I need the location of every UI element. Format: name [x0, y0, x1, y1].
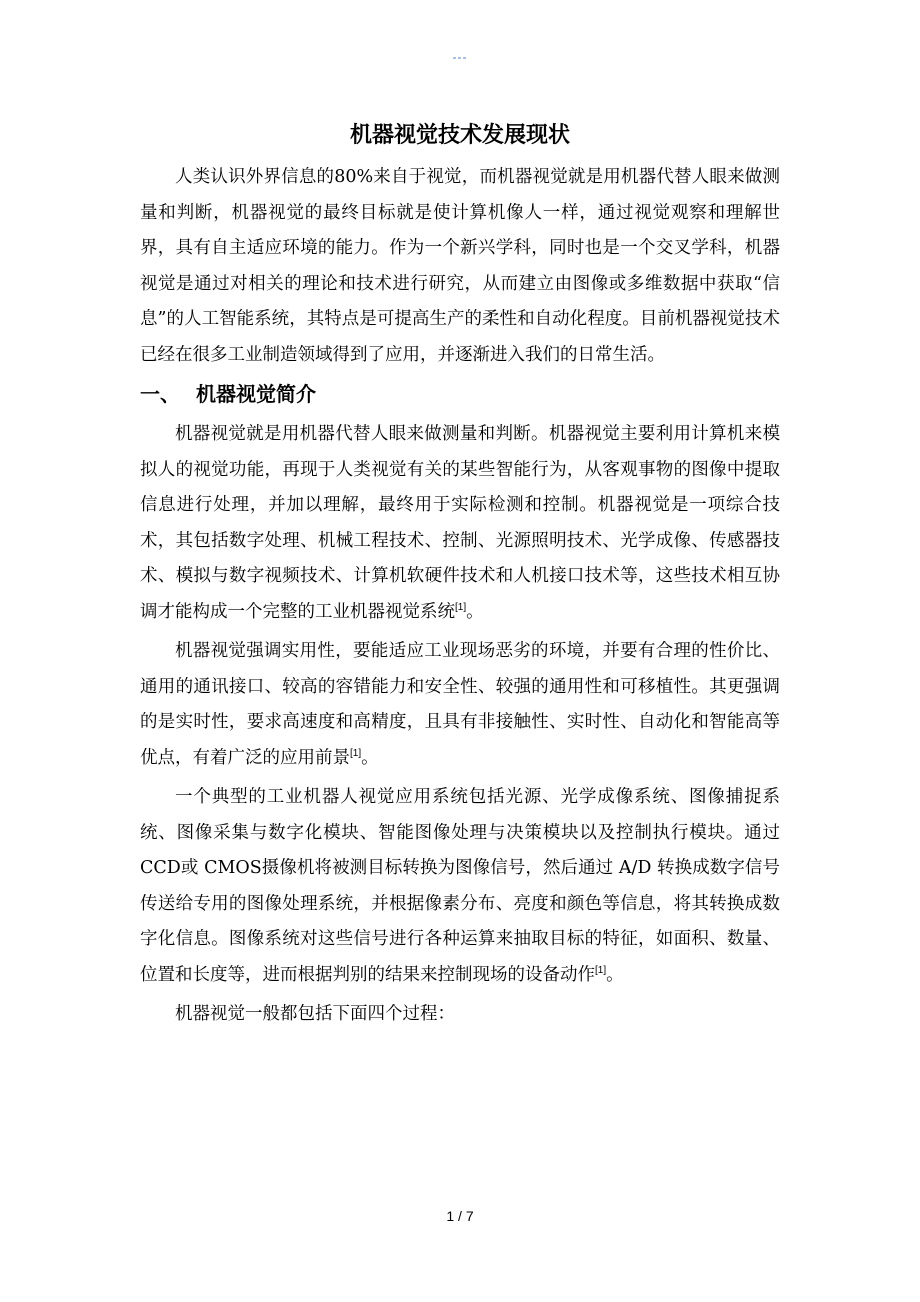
intro-paragraph: 人类认识外界信息的80%来自于视觉，而机器视觉就是用机器代替人眼来做测量和判断，机器视觉的最终目标就是使计算机像人一样，通过视觉观察和理解世界，具有自主适应环境的能力。作为一个新兴学科，同时也是一个交叉学科，机器视觉是通过对相关的理论和技术进行研究，从而建立由图像或多维数据中获取“信息”的人工智能系统，其特点是可提高生产的柔性和自动化程度。目前机器视觉技术已经在很多工业制造领域得到了应用，并逐渐进入我们的日常生活。	[140, 167, 780, 365]
paragraph-1	[140, 417, 780, 630]
paragraph-3-text: 一个典型的工业机器人视觉应用系统包括光源、光学成像系统、图像捕捉系统、图像采集与数字化模块、智能图像处理与决策模块以及控制执行模块。通过CCD或 CMOS摄像机将被测目标转换为图像信号，然后通过 A/D 转换成数字信号传送给专用的图像处理系统，并根据像素分布、亮度和颜色等信息，将其转换成数字化信息。图像系统对这些信号进行各种运算来抽取目标的特征，如面积、数量、位置和长度等，进而根据判别的结果来控制现场的设备动作	[140, 787, 780, 985]
citation-link[interactable]: [1]	[350, 747, 362, 759]
section-number: 一、	[140, 382, 180, 406]
section-title: 机器视觉简介	[196, 382, 316, 406]
paragraph-2-end: 。	[361, 747, 379, 768]
paragraph-2-text: 机器视觉强调实用性，要能适应工业现场恶劣的环境，并要有合理的性价比、通用的通讯接口、较高的容错能力和安全性、较强的通用性和可移植性。其更强调的是实时性，要求高速度和高精度，且具有非接触性、实时性、自动化和智能高等优点，有着广泛的应用前景	[140, 641, 780, 768]
citation-link[interactable]: [1]	[595, 964, 607, 976]
document-body	[140, 120, 780, 1033]
page-indicator: 1 / 7	[446, 1208, 474, 1224]
document-title: 机器视觉技术发展现状	[349, 123, 570, 148]
paragraph-2	[140, 634, 780, 776]
citation-link[interactable]: [1]	[455, 601, 467, 613]
header-mark: ---	[452, 50, 468, 64]
paragraph-4: 机器视觉一般都包括下面四个过程：	[175, 1004, 455, 1024]
section-heading	[140, 379, 780, 409]
paragraph-1-text: 机器视觉就是用机器代替人眼来做测量和判断。机器视觉主要利用计算机来模拟人的视觉功能，再现于人类视觉有关的某些智能行为，从客观事物的图像中提取信息进行处理，并加以理解，最终用于实际检测和控制。机器视觉是一项综合技术，其包括数字处理、机械工程技术、控制、光源照明技术、光学成像、传感器技术、模拟与数字视频技术、计算机软硬件技术和人机接口技术等，这些技术相互协调才能构成一个完整的工业机器视觉系统	[140, 424, 780, 622]
paragraph-3-end: 。	[606, 964, 624, 985]
paragraph-1-end: 。	[466, 601, 484, 622]
paragraph-3	[140, 780, 780, 993]
